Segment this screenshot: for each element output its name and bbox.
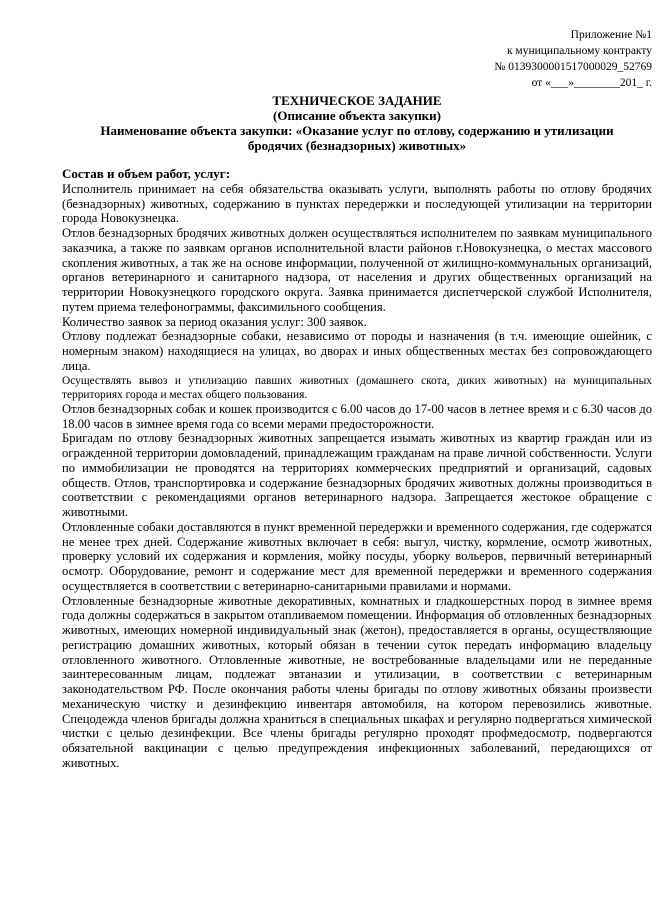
paragraph-disposal: Осуществлять вывоз и утилизацию павших животных (домашнего скота, диких животных) на муниципальных территориях города и местах общего пользования. bbox=[62, 374, 652, 401]
paragraph-obligations: Исполнитель принимает на себя обязательства оказывать услуги, выполнять работы по отлову бродячих (безнадзорных) животных, содержанию в пунктах передержки и последующей утилизации на территории города Новокузнецка. bbox=[62, 181, 652, 226]
appendix-label: Приложение №1 bbox=[570, 29, 652, 41]
paragraph-request-count: Количество заявок за период оказания услуг: 300 заявок. bbox=[62, 314, 367, 329]
contract-number: № 0139300001517000029_52769 bbox=[494, 61, 652, 73]
document-body bbox=[62, 167, 652, 771]
paragraph-keeping: Отловленные собаки доставляются в пункт временной передержки и временного содержания, где содержатся не менее трех дней. Содержание животных включает в себя: выгул, чистку, кормление, осмотр животных, проверку условий их содержания и кормления, мойку посуды, уборку вольеров, первичный ветеринарный осмотр. Оборудование, ремонт и содержание мест для временной передержки и временного содержания осуществляется в соответствии с ветеринарно-санитарными правилами и нормами. bbox=[62, 519, 652, 593]
procurement-object-line-1: Наименование объекта закупки: «Оказание услуг по отлову, содержанию и утилизации bbox=[100, 123, 614, 138]
document-subtitle: (Описание объекта закупки) bbox=[273, 108, 441, 123]
paragraph-subject-to-capture: Отлову подлежат безнадзорные собаки, независимо от породы и назначения (в т.ч. имеющие ошейник, с номерным знаком) находящиеся на улицах, во дворах и иных общественных местах без сопровождающего лица. bbox=[62, 329, 652, 373]
contract-date-line: от «___»________201_ г. bbox=[531, 77, 652, 89]
paragraph-capture-hours: Отлов безнадзорных собак и кошек производится с 6.00 часов до 17-00 часов в летнее время и с 6.30 часов до 18.00 часов в зимнее время года со всеми мерами предосторожности. bbox=[62, 401, 652, 431]
section-title: Состав и объем работ, услуг: bbox=[62, 166, 231, 181]
document-heading bbox=[62, 93, 652, 153]
procurement-object-line-2: бродячих (безнадзорных) животных» bbox=[247, 138, 467, 153]
contract-reference: к муниципальному контракту bbox=[506, 45, 652, 57]
paragraph-procedures: Отловленные безнадзорные животные декоративных, комнатных и гладкошерстных пород в зимнее время года должны содержаться в закрытом отапливаемом помещении. Информация об отловленных безнадзорных животных, имеющих номерной индивидуальный знак (жетон), предоставляется в органы, осуществляющие регистрацию домашних животных, который обязан в течении суток передать информацию владельцу отловленного животного. Отловленные животные, не востребованные владельцами или не переданные заинтересованным лицам, подлежат эвтаназии и утилизации, в соответствии с ветеринарным законодательством РФ. После окончания работы члены бригады по отлову животных обязаны произвести механическую чистку и дезинфекцию инвентаря автомобиля, на котором перевозились животные. Спецодежда членов бригады должна храниться в специальных шкафах и регулярно подвергаться химической чистки с целью дезинфекции. Все члены бригады регулярно проходят профмедосмотр, подвергаются обязательной вакцинации с целью предупреждения инфекционных заболеваний, передающихся от животных. bbox=[62, 593, 652, 770]
paragraph-requests: Отлов безнадзорных бродячих животных должен осуществляться исполнителем по заявкам муниципального заказчика, а также по заявкам органов исполнительной власти районов г.Новокузнецка, о местах массового скопления животных, а так же на основе информации, полученной от жилищно-коммунальных организаций, органов ветеринарного и санитарного надзора, от населения и других общественных организаций на территории Новокузнецкого городского округа. Заявка принимается диспетчерской службой Исполнителя, путем приема телефонограммы, факсимильного сообщения. bbox=[62, 226, 652, 314]
document-title: ТЕХНИЧЕСКОЕ ЗАДАНИЕ bbox=[272, 93, 442, 108]
appendix-header bbox=[494, 27, 652, 91]
paragraph-prohibitions: Бригадам по отлову безнадзорных животных запрещается изымать животных из квартир граждан или из огражденной территории домовладений, принадлежащим гражданам на праве личной собственности. Услуги по иммобилизации не проводятся на территориях коммерческих предприятий и организаций, садовых обществ. Отлов, транспортировка и содержание безнадзорных бродячих животных должны производиться в соответствии с рекомендациями органов ветеринарного надзора. Запрещается жестокое обращение с животными. bbox=[62, 431, 652, 520]
